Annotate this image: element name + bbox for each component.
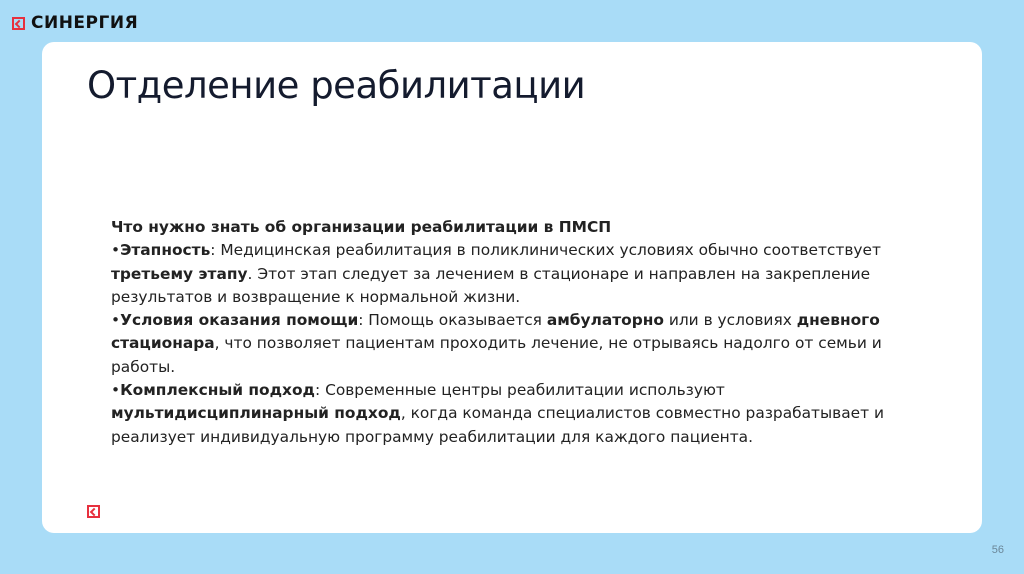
synergy-logo-icon — [12, 17, 25, 30]
page-number: 56 — [991, 544, 1004, 556]
bullet-complex-approach: •Комплексный подход: Современные центры реабилитации используют мультидисциплинарный подход, когда команда специалистов совместно разрабатывает и реализует индивидуальную программу реабилитации для каждого пациента. — [111, 381, 885, 446]
bullet-stages: •Этапность: Медицинская реабилитация в поликлинических условиях обычно соответствует третьему этапу. Этот этап следует за лечением в стационаре и направлен на закрепление результатов и возвращение к нормальной жизни. — [111, 241, 881, 306]
slide-body — [111, 216, 911, 449]
bullet-care-conditions: •Условия оказания помощи: Помощь оказывается амбулаторно или в условиях дневного стационара, что позволяет пациентам проходить лечение, не отрываясь надолго от семьи и работы. — [111, 311, 882, 376]
synergy-mark-icon — [87, 505, 100, 518]
slide-card — [42, 42, 982, 533]
brand-logo — [12, 13, 138, 33]
body-heading: Что нужно знать об организации реабилитации в ПМСП — [111, 218, 612, 236]
slide-title: Отделение реабилитации — [87, 64, 586, 107]
brand-name: СИНЕРГИЯ — [31, 13, 139, 33]
